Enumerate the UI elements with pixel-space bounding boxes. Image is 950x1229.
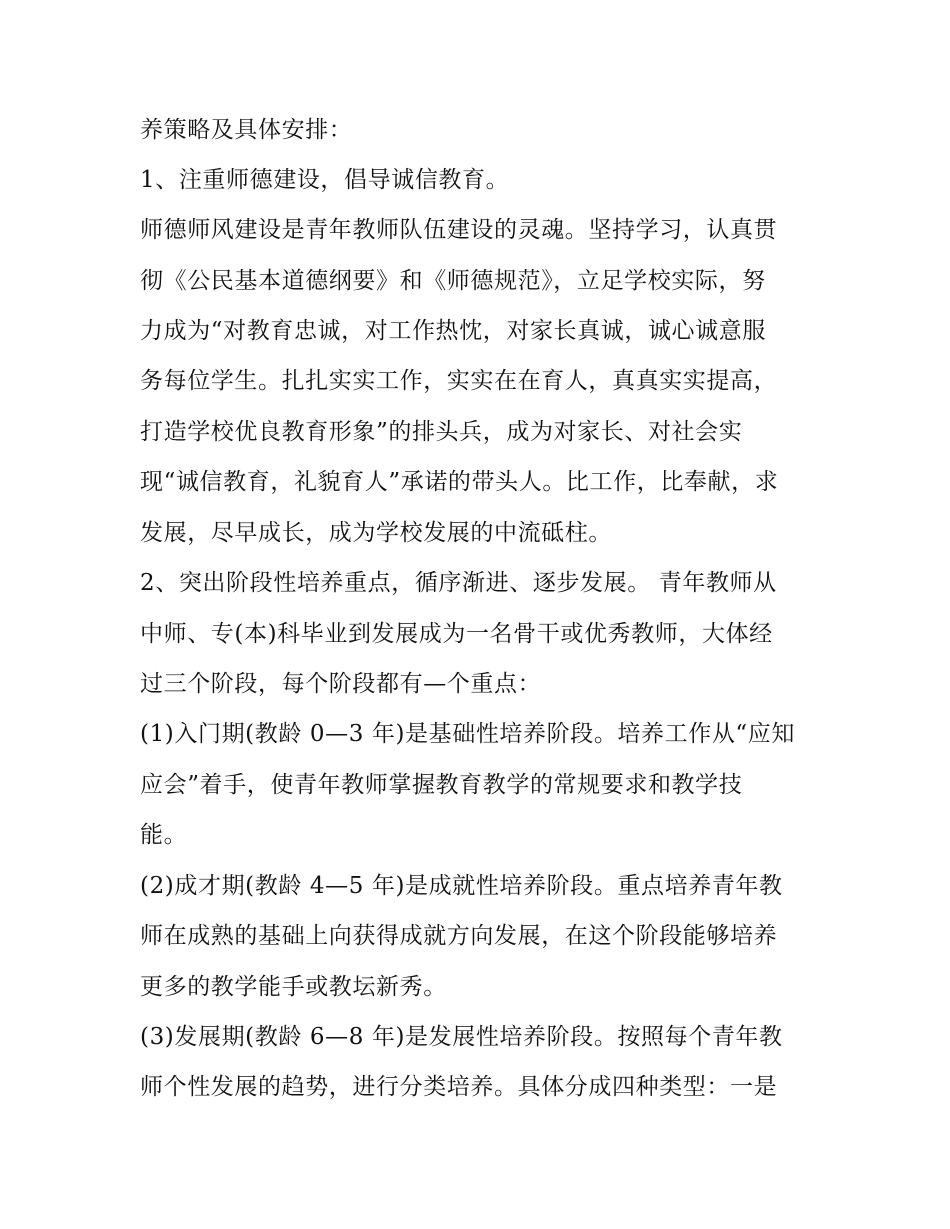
text-line: 能。 <box>140 822 188 848</box>
text-line: 打造学校优良教育形象”的排头兵，成为对家长、对社会实 <box>140 419 743 445</box>
text-line: (1)入门期(教龄 0—3 年)是基础性培养阶段。培养工作从“应知 <box>140 721 795 747</box>
text-line: 师德师风建设是青年教师队伍建设的灵魂。坚持学习，认真贯 <box>140 217 778 243</box>
section-heading: 2、突出阶段性培养重点，循序渐进、逐步发展。 青年教师从 <box>140 570 777 596</box>
text-line: 更多的教学能手或教坛新秀。 <box>140 974 447 1000</box>
text-line: 过三个阶段，每个阶段都有—个重点： <box>140 671 542 697</box>
text-line: 发展，尽早成长，成为学校发展的中流砥柱。 <box>140 520 612 546</box>
text-line: (3)发展期(教龄 6—8 年)是发展性培养阶段。按照每个青年教 <box>140 1024 783 1050</box>
text-line: 养策略及具体安排： <box>140 117 353 143</box>
text-line: 师个性发展的趋势，进行分类培养。具体分成四种类型：一是 <box>140 1074 778 1100</box>
text-line: 务每位学生。扎扎实实工作，实实在在育人，真真实实提高， <box>140 368 778 394</box>
text-line: 力成为“对教育忠诚，对工作热忱，对家长真诚，诚心诚意服 <box>140 318 766 344</box>
section-heading: 1、注重师德建设，倡导诚信教育。 <box>140 167 510 193</box>
text-line: 师在成熟的基础上向获得成就方向发展，在这个阶段能够培养 <box>140 923 778 949</box>
text-line: 彻《公民基本道德纲要》和《师德规范》，立足学校实际，努 <box>140 268 766 294</box>
text-line: 现“诚信教育，礼貌育人”承诺的带头人。比工作，比奉献，求 <box>140 469 779 495</box>
text-line: (2)成才期(教龄 4—5 年)是成就性培养阶段。重点培养青年教 <box>140 873 783 899</box>
text-line: 应会”着手，使青年教师掌握教育教学的常规要求和教学技 <box>140 772 743 798</box>
text-line: 中师、专(本)科毕业到发展成为一名骨干或优秀教师，大体经 <box>140 621 773 647</box>
